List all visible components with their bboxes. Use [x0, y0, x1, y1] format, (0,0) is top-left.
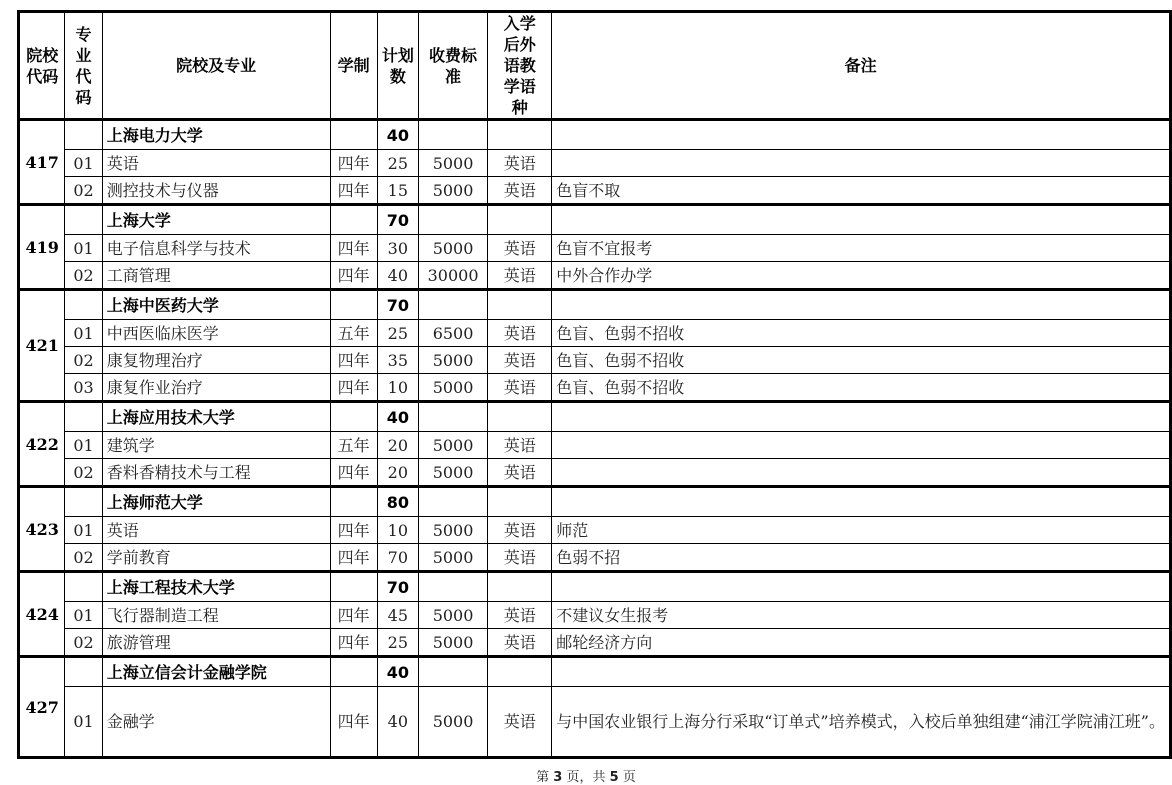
major-duration: 四年	[330, 374, 377, 402]
major-code: 01	[65, 235, 102, 262]
major-duration: 五年	[330, 432, 377, 459]
major-fee: 5000	[418, 459, 487, 487]
major-row	[19, 150, 1171, 177]
major-plan-count: 20	[377, 459, 418, 487]
major-note: 色盲不宜报考	[552, 235, 1171, 262]
duration-empty	[330, 205, 377, 235]
header-major-code: 专业代码	[65, 12, 102, 120]
major-note: 邮轮经济方向	[552, 629, 1171, 657]
fee-empty	[418, 120, 487, 150]
major-name: 英语	[102, 517, 330, 544]
major-plan-count: 35	[377, 347, 418, 374]
major-plan-count: 25	[377, 320, 418, 347]
header-plan: 计划数	[377, 12, 418, 120]
major-fee: 5000	[418, 374, 487, 402]
major-language: 英语	[488, 374, 552, 402]
school-row	[19, 402, 1171, 432]
major-plan-count: 25	[377, 150, 418, 177]
school-plan-count: 40	[377, 657, 418, 687]
major-note	[552, 459, 1171, 487]
major-code-empty	[65, 487, 102, 517]
major-name: 香料香精技术与工程	[102, 459, 330, 487]
duration-empty	[330, 487, 377, 517]
note-empty	[552, 290, 1171, 320]
major-row	[19, 544, 1171, 572]
major-row	[19, 177, 1171, 205]
school-row	[19, 487, 1171, 517]
major-name: 飞行器制造工程	[102, 602, 330, 629]
major-language: 英语	[488, 262, 552, 290]
major-code: 03	[65, 374, 102, 402]
school-name: 上海师范大学	[102, 487, 330, 517]
fee-empty	[418, 205, 487, 235]
major-row	[19, 459, 1171, 487]
duration-empty	[330, 572, 377, 602]
duration-empty	[330, 290, 377, 320]
major-language: 英语	[488, 432, 552, 459]
school-code: 419	[19, 205, 65, 290]
major-language: 英语	[488, 687, 552, 758]
major-name: 康复作业治疗	[102, 374, 330, 402]
language-empty	[488, 657, 552, 687]
note-empty	[552, 657, 1171, 687]
note-empty	[552, 572, 1171, 602]
major-language: 英语	[488, 602, 552, 629]
major-language: 英语	[488, 544, 552, 572]
major-name: 英语	[102, 150, 330, 177]
fee-empty	[418, 657, 487, 687]
duration-empty	[330, 402, 377, 432]
language-empty	[488, 402, 552, 432]
major-language: 英语	[488, 459, 552, 487]
language-empty	[488, 120, 552, 150]
major-code: 02	[65, 629, 102, 657]
major-row	[19, 629, 1171, 657]
major-row	[19, 432, 1171, 459]
major-plan-count: 30	[377, 235, 418, 262]
major-name: 康复物理治疗	[102, 347, 330, 374]
major-note: 色弱不招	[552, 544, 1171, 572]
major-fee: 5000	[418, 517, 487, 544]
language-empty	[488, 290, 552, 320]
current-page: 3	[553, 770, 563, 785]
major-duration: 四年	[330, 262, 377, 290]
major-code-empty	[65, 290, 102, 320]
major-code: 02	[65, 177, 102, 205]
note-empty	[552, 120, 1171, 150]
major-fee: 5000	[418, 544, 487, 572]
major-fee: 6500	[418, 320, 487, 347]
major-plan-count: 20	[377, 432, 418, 459]
major-plan-count: 10	[377, 374, 418, 402]
major-language: 英语	[488, 320, 552, 347]
school-row	[19, 290, 1171, 320]
major-duration: 四年	[330, 629, 377, 657]
major-name: 中西医临床医学	[102, 320, 330, 347]
major-duration: 四年	[330, 687, 377, 758]
major-note	[552, 150, 1171, 177]
major-fee: 5000	[418, 177, 487, 205]
school-row	[19, 657, 1171, 687]
total-pages: 5	[609, 770, 619, 785]
major-code-empty	[65, 205, 102, 235]
language-empty	[488, 572, 552, 602]
major-name: 金融学	[102, 687, 330, 758]
major-code-empty	[65, 572, 102, 602]
major-note: 色盲、色弱不招收	[552, 374, 1171, 402]
major-row	[19, 517, 1171, 544]
major-plan-count: 10	[377, 517, 418, 544]
language-empty	[488, 205, 552, 235]
major-plan-count: 25	[377, 629, 418, 657]
major-name: 建筑学	[102, 432, 330, 459]
school-code: 422	[19, 402, 65, 487]
school-name: 上海工程技术大学	[102, 572, 330, 602]
major-code: 01	[65, 602, 102, 629]
major-name: 学前教育	[102, 544, 330, 572]
major-code-empty	[65, 402, 102, 432]
major-code: 02	[65, 544, 102, 572]
major-note: 不建议女生报考	[552, 602, 1171, 629]
major-duration: 四年	[330, 177, 377, 205]
major-duration: 四年	[330, 517, 377, 544]
major-code: 01	[65, 320, 102, 347]
major-fee: 5000	[418, 150, 487, 177]
fee-empty	[418, 572, 487, 602]
major-note	[552, 432, 1171, 459]
school-name: 上海应用技术大学	[102, 402, 330, 432]
major-name: 测控技术与仪器	[102, 177, 330, 205]
school-code: 427	[19, 657, 65, 758]
major-plan-count: 15	[377, 177, 418, 205]
major-row	[19, 687, 1171, 758]
major-name: 旅游管理	[102, 629, 330, 657]
duration-empty	[330, 120, 377, 150]
school-plan-count: 70	[377, 290, 418, 320]
major-duration: 四年	[330, 459, 377, 487]
major-fee: 5000	[418, 687, 487, 758]
major-code: 01	[65, 432, 102, 459]
major-duration: 五年	[330, 320, 377, 347]
school-code: 424	[19, 572, 65, 657]
major-name: 工商管理	[102, 262, 330, 290]
major-note: 色盲、色弱不招收	[552, 347, 1171, 374]
major-language: 英语	[488, 347, 552, 374]
major-row	[19, 347, 1171, 374]
school-row	[19, 205, 1171, 235]
school-row	[19, 120, 1171, 150]
note-empty	[552, 205, 1171, 235]
school-row	[19, 572, 1171, 602]
major-note: 色盲、色弱不招收	[552, 320, 1171, 347]
header-duration: 学制	[330, 12, 377, 120]
major-row	[19, 235, 1171, 262]
header-fee: 收费标准	[418, 12, 487, 120]
major-plan-count: 45	[377, 602, 418, 629]
major-fee: 5000	[418, 235, 487, 262]
school-plan-count: 70	[377, 572, 418, 602]
major-plan-count: 70	[377, 544, 418, 572]
header-school-code: 院校代码	[19, 12, 65, 120]
major-fee: 5000	[418, 629, 487, 657]
major-duration: 四年	[330, 347, 377, 374]
major-duration: 四年	[330, 544, 377, 572]
enrollment-plan-table	[17, 10, 1172, 759]
footer-suffix: 页	[622, 770, 636, 785]
major-plan-count: 40	[377, 687, 418, 758]
major-code-empty	[65, 657, 102, 687]
major-name: 电子信息科学与技术	[102, 235, 330, 262]
major-note: 师范	[552, 517, 1171, 544]
footer-middle: 页，共	[566, 770, 606, 785]
major-language: 英语	[488, 517, 552, 544]
major-code: 02	[65, 459, 102, 487]
school-code: 423	[19, 487, 65, 572]
major-duration: 四年	[330, 235, 377, 262]
school-name: 上海电力大学	[102, 120, 330, 150]
school-name: 上海中医药大学	[102, 290, 330, 320]
school-plan-count: 70	[377, 205, 418, 235]
major-plan-count: 40	[377, 262, 418, 290]
duration-empty	[330, 657, 377, 687]
school-plan-count: 40	[377, 120, 418, 150]
major-language: 英语	[488, 150, 552, 177]
major-language: 英语	[488, 177, 552, 205]
fee-empty	[418, 402, 487, 432]
major-code-empty	[65, 120, 102, 150]
header-language: 入学后外语教学语种	[488, 12, 552, 120]
major-code: 01	[65, 150, 102, 177]
major-fee: 5000	[418, 432, 487, 459]
school-name: 上海大学	[102, 205, 330, 235]
major-row	[19, 374, 1171, 402]
major-row	[19, 602, 1171, 629]
major-language: 英语	[488, 235, 552, 262]
header-row	[19, 12, 1171, 120]
school-plan-count: 80	[377, 487, 418, 517]
school-name: 上海立信会计金融学院	[102, 657, 330, 687]
major-fee: 30000	[418, 262, 487, 290]
major-duration: 四年	[330, 602, 377, 629]
major-code: 01	[65, 687, 102, 758]
major-code: 01	[65, 517, 102, 544]
school-code: 417	[19, 120, 65, 205]
school-plan-count: 40	[377, 402, 418, 432]
major-note: 中外合作办学	[552, 262, 1171, 290]
note-empty	[552, 487, 1171, 517]
major-row	[19, 320, 1171, 347]
header-name: 院校及专业	[102, 12, 330, 120]
header-note: 备注	[552, 12, 1171, 120]
note-empty	[552, 402, 1171, 432]
language-empty	[488, 487, 552, 517]
major-duration: 四年	[330, 150, 377, 177]
school-code: 421	[19, 290, 65, 402]
fee-empty	[418, 290, 487, 320]
major-code: 02	[65, 347, 102, 374]
major-row	[19, 262, 1171, 290]
major-note: 色盲不取	[552, 177, 1171, 205]
page-footer	[0, 766, 1172, 785]
major-code: 02	[65, 262, 102, 290]
major-fee: 5000	[418, 347, 487, 374]
footer-prefix: 第	[536, 770, 550, 785]
major-note: 与中国农业银行上海分行采取“订单式”培养模式，入校后单独组建“浦江学院浦江班”。	[552, 687, 1171, 758]
major-fee: 5000	[418, 602, 487, 629]
major-language: 英语	[488, 629, 552, 657]
fee-empty	[418, 487, 487, 517]
